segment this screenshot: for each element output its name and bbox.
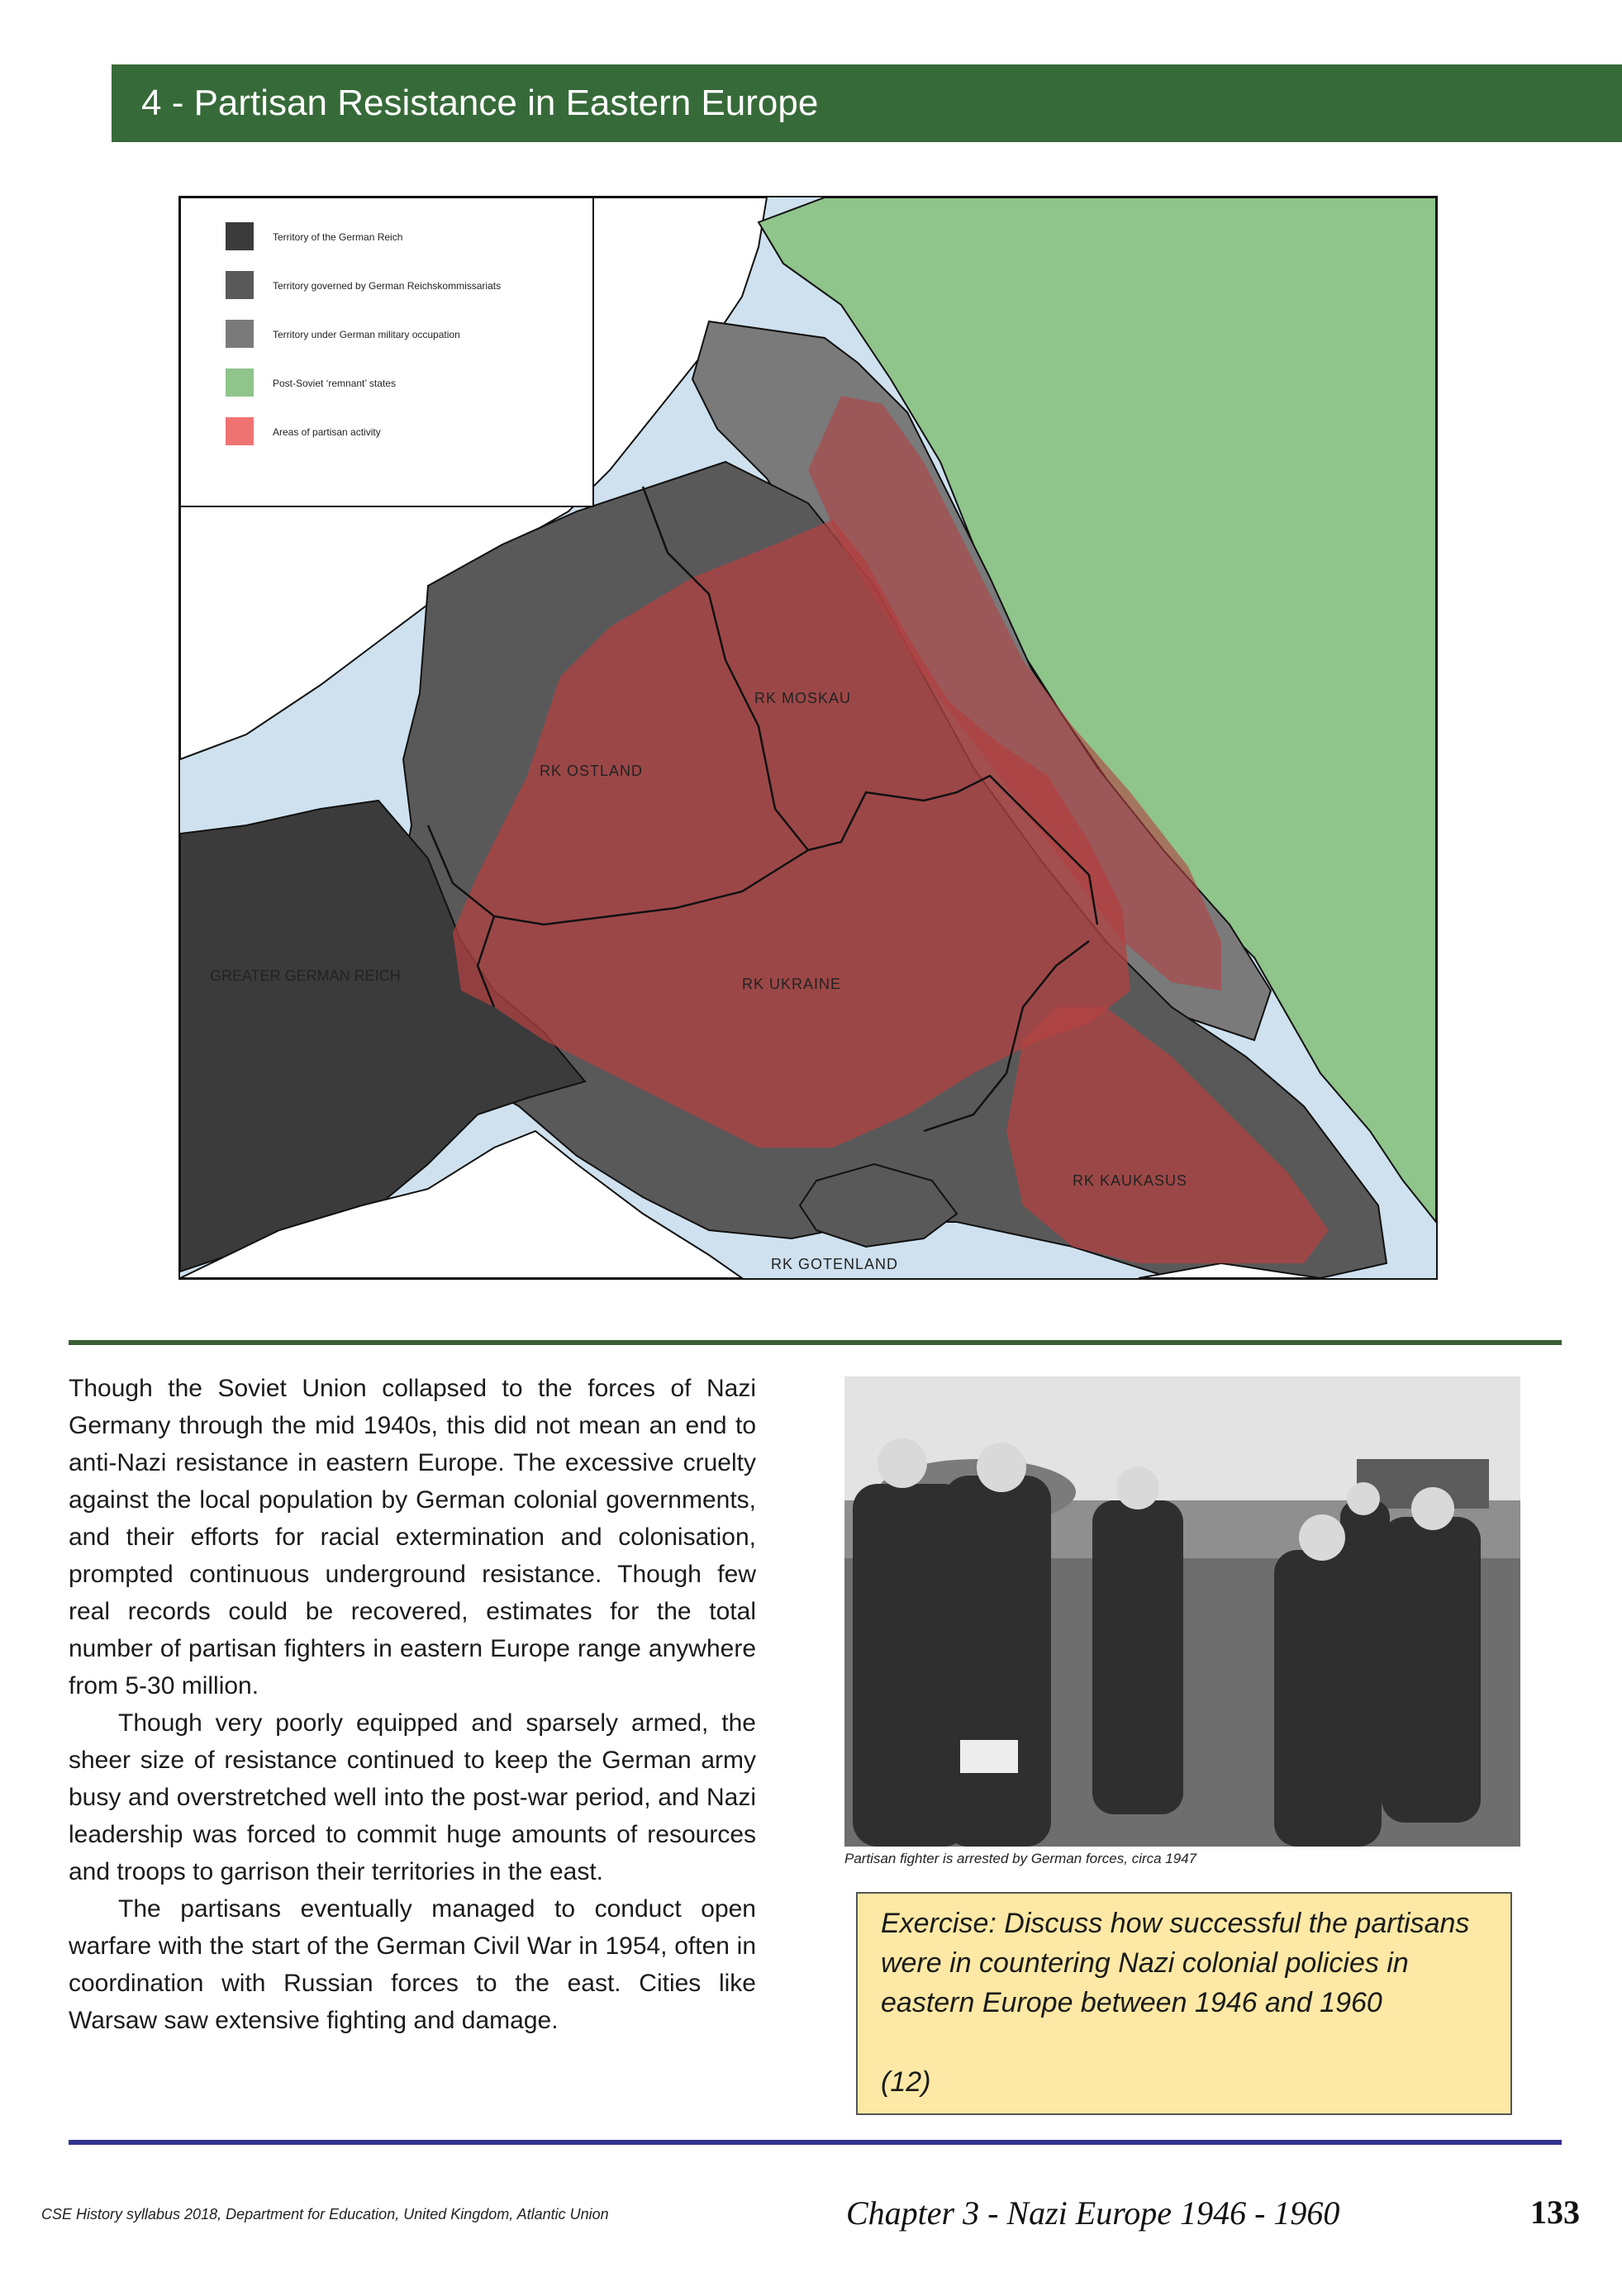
body-paragraph-3: The partisans eventually managed to conduct open warfare with the start of the German Civil War in 1954, often in coordination with Russian forces to the east. Cities like Warsaw saw extensive fighting and damage.: [69, 1895, 756, 2034]
section-divider-bottom: [69, 2140, 1562, 2145]
section-header: [112, 64, 1622, 142]
legend-swatch-remnant: [226, 368, 254, 397]
legend-label-reichskommissariats: Territory governed by German Reichskommissariats: [273, 280, 502, 292]
legend-label-partisan: Areas of partisan activity: [273, 426, 381, 438]
footer-source: CSE History syllabus 2018, Department for Education, United Kingdom, Atlantic Union: [41, 2206, 609, 2222]
exercise-marks: (12): [881, 2066, 931, 2098]
legend-swatch-occupation: [226, 320, 254, 348]
map-label-ostland: RK OSTLAND: [540, 763, 644, 779]
legend-label-remnant: Post-Soviet ‘remnant’ states: [273, 378, 396, 389]
map-svg: [180, 197, 1436, 1278]
body-paragraph-2: Though very poorly equipped and sparsely armed, the sheer size of resistance continued to keep the German army busy and overstretched well into the post-war period, and Nazi leadership was forced to commit huge amounts of resources and troops to garrison their territories in the east.: [69, 1709, 756, 1885]
map-legend: [180, 197, 593, 506]
body-paragraph-1: Though the Soviet Union collapsed to the forces of Nazi Germany through the mid 1940s, this did not mean an end to anti-Nazi resistance in eastern Europe. The excessive cruelty against the local population by German colonial governments, and their efforts for racial extermination and colonisation, prompted continuous underground resistance. Though few real records could be recovered, estimates for the total number of partisan fighters in eastern Europe range anywhere from 5-30 million.: [69, 1375, 756, 1699]
exercise-text: Exercise: Discuss how successful the partisans were in countering Nazi colonial policies in eastern Europe between 1946 and 1960: [881, 1908, 1470, 2018]
historical-photo: [844, 1376, 1520, 1847]
legend-swatch-partisan: [226, 417, 254, 445]
map-label-reich: GREATER GERMAN REICH: [210, 967, 401, 984]
footer-chapter-title: Chapter 3 - Nazi Europe 1946 - 1960: [846, 2194, 1340, 2232]
map-label-kaukasus: RK KAUKASUS: [1073, 1172, 1188, 1189]
photo-caption: Partisan fighter is arrested by German forces, circa 1947: [844, 1851, 1197, 1866]
legend-label-reich: Territory of the German Reich: [273, 231, 403, 243]
body-text: [69, 1370, 756, 2039]
page-number: 133: [1530, 2194, 1580, 2231]
section-title: 4 - Partisan Resistance in Eastern Europe: [141, 83, 819, 123]
legend-label-occupation: Territory under German military occupation: [273, 329, 460, 340]
legend-swatch-reich: [226, 222, 254, 250]
legend-swatch-reichskommissariats: [226, 271, 254, 299]
map-figure: [178, 196, 1438, 1280]
photo-illustration: [844, 1376, 1520, 1847]
section-divider-top: [69, 1340, 1562, 1345]
exercise-box: [856, 1892, 1512, 2115]
map-label-ukraine: RK UKRAINE: [742, 976, 842, 992]
map-label-moskau: RK MOSKAU: [754, 690, 852, 706]
map-label-gotenland: RK GOTENLAND: [771, 1256, 899, 1272]
